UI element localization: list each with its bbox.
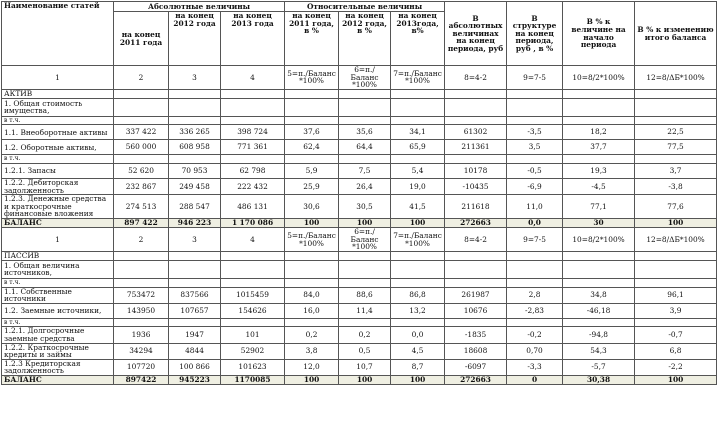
value-cell: 18,2: [563, 125, 635, 140]
column-number-cell: 12=8/ΔБ*100%: [635, 66, 717, 90]
value-cell: 19,0: [391, 178, 445, 194]
value-cell: 288 547: [169, 195, 221, 219]
value-cell: [339, 98, 391, 116]
value-cell: 34294: [114, 343, 169, 359]
value-cell: [563, 116, 635, 125]
empty-cell: [114, 89, 169, 98]
balance-total-row: [2, 375, 717, 384]
value-cell: 64,4: [339, 140, 391, 155]
row-label: в т.ч.: [2, 116, 114, 125]
table-row: [2, 98, 717, 116]
value-cell: [221, 318, 285, 327]
value-cell: 837566: [169, 287, 221, 303]
value-cell: [635, 278, 717, 287]
value-cell: 560 000: [114, 140, 169, 155]
value-cell: [169, 278, 221, 287]
value-cell: 16,0: [285, 303, 339, 318]
value-cell: 84,0: [285, 287, 339, 303]
table-row: [2, 163, 717, 178]
value-cell: 30,5: [339, 195, 391, 219]
row-label: 1.2.1. Долгосрочные заемные средства: [2, 327, 114, 343]
column-number-cell: 3: [169, 66, 221, 90]
value-cell: 336 265: [169, 125, 221, 140]
value-cell: 11,0: [507, 195, 563, 219]
empty-cell: [507, 89, 563, 98]
value-cell: 1170085: [221, 375, 285, 384]
value-cell: [563, 318, 635, 327]
value-cell: -94,8: [563, 327, 635, 343]
value-cell: 1936: [114, 327, 169, 343]
value-cell: [169, 155, 221, 164]
empty-cell: [285, 89, 339, 98]
value-cell: 945223: [169, 375, 221, 384]
value-cell: [169, 318, 221, 327]
value-cell: 100: [635, 219, 717, 228]
value-cell: [391, 260, 445, 278]
value-cell: 272663: [445, 375, 507, 384]
value-cell: 12,0: [285, 359, 339, 375]
value-cell: -0,7: [635, 327, 717, 343]
value-cell: [114, 318, 169, 327]
value-cell: 100: [391, 375, 445, 384]
value-cell: 261987: [445, 287, 507, 303]
value-cell: 25,9: [285, 178, 339, 194]
value-cell: [285, 116, 339, 125]
value-cell: [114, 116, 169, 125]
rel-2012-header: на конец 2012 года, в %: [339, 12, 391, 66]
value-cell: 486 131: [221, 195, 285, 219]
value-cell: [285, 155, 339, 164]
value-cell: [339, 318, 391, 327]
value-cell: 100: [339, 219, 391, 228]
value-cell: [285, 318, 339, 327]
value-cell: [285, 278, 339, 287]
value-cell: 52 620: [114, 163, 169, 178]
value-cell: [391, 116, 445, 125]
value-cell: 211361: [445, 140, 507, 155]
value-cell: 77,5: [635, 140, 717, 155]
value-cell: [563, 260, 635, 278]
value-cell: [114, 155, 169, 164]
column-number-cell: 12=8/ΔБ*100%: [635, 228, 717, 252]
change-pct-start-header: В % к величине на начало периода: [563, 2, 635, 66]
value-cell: 19,3: [563, 163, 635, 178]
empty-cell: [114, 251, 169, 260]
value-cell: 8,7: [391, 359, 445, 375]
value-cell: -6097: [445, 359, 507, 375]
value-cell: 897422: [114, 375, 169, 384]
value-cell: 37,6: [285, 125, 339, 140]
value-cell: 70 953: [169, 163, 221, 178]
value-cell: 62 798: [221, 163, 285, 178]
value-cell: [339, 116, 391, 125]
value-cell: 96,1: [635, 287, 717, 303]
table-row: [2, 318, 717, 327]
table-row: [2, 278, 717, 287]
value-cell: 3,7: [635, 163, 717, 178]
row-label: 1.1. Внеоборотные активы: [2, 125, 114, 140]
value-cell: [507, 98, 563, 116]
column-number-cell: 6=п./Баланс *100%: [339, 66, 391, 90]
value-cell: -2,2: [635, 359, 717, 375]
value-cell: -4,5: [563, 178, 635, 194]
row-label: БАЛАНС: [2, 219, 114, 228]
value-cell: [445, 98, 507, 116]
value-cell: [391, 155, 445, 164]
value-cell: 34,1: [391, 125, 445, 140]
row-label: в т.ч.: [2, 155, 114, 164]
empty-cell: [563, 251, 635, 260]
table-row: [2, 303, 717, 318]
abs-2013-header: на конец 2013 года: [221, 12, 285, 66]
value-cell: -46,18: [563, 303, 635, 318]
value-cell: 107657: [169, 303, 221, 318]
value-cell: [507, 260, 563, 278]
empty-cell: [169, 89, 221, 98]
value-cell: [635, 260, 717, 278]
value-cell: [285, 98, 339, 116]
value-cell: 0: [507, 375, 563, 384]
value-cell: 41,5: [391, 195, 445, 219]
value-cell: 4,5: [391, 343, 445, 359]
value-cell: [445, 278, 507, 287]
column-number-cell: 5=п./Баланс *100%: [285, 66, 339, 90]
empty-cell: [391, 89, 445, 98]
value-cell: [391, 278, 445, 287]
value-cell: 101: [221, 327, 285, 343]
value-cell: 26,4: [339, 178, 391, 194]
value-cell: 4844: [169, 343, 221, 359]
passiv-title: ПАССИВ: [2, 251, 114, 260]
value-cell: [114, 260, 169, 278]
table-row: [2, 178, 717, 194]
value-cell: 154626: [221, 303, 285, 318]
value-cell: 0,2: [339, 327, 391, 343]
rel-group-header: Относительные величины: [285, 2, 445, 12]
value-cell: 30: [563, 219, 635, 228]
value-cell: 337 422: [114, 125, 169, 140]
value-cell: 608 958: [169, 140, 221, 155]
row-label: 1.2.1. Запасы: [2, 163, 114, 178]
empty-cell: [445, 251, 507, 260]
value-cell: 35,6: [339, 125, 391, 140]
value-cell: 0,0: [391, 327, 445, 343]
value-cell: 37,7: [563, 140, 635, 155]
table-row: [2, 327, 717, 343]
value-cell: 3,9: [635, 303, 717, 318]
value-cell: 0,2: [285, 327, 339, 343]
value-cell: 30,6: [285, 195, 339, 219]
value-cell: 249 458: [169, 178, 221, 194]
row-label: 1.1. Собственные источники: [2, 287, 114, 303]
value-cell: 3,5: [507, 140, 563, 155]
abs-2011-header: на конец 2011 года: [114, 12, 169, 66]
value-cell: 18608: [445, 343, 507, 359]
value-cell: 107720: [114, 359, 169, 375]
empty-cell: [339, 251, 391, 260]
value-cell: 5,9: [285, 163, 339, 178]
empty-cell: [221, 89, 285, 98]
value-cell: [635, 155, 717, 164]
aktiv-title: АКТИВ: [2, 89, 114, 98]
col-name-header: Наименование статей: [2, 2, 114, 66]
value-cell: 1 170 086: [221, 219, 285, 228]
value-cell: 100: [391, 219, 445, 228]
value-cell: [221, 155, 285, 164]
value-cell: [635, 98, 717, 116]
column-number-cell: 6=п./Баланс *100%: [339, 228, 391, 252]
column-number-row: [2, 66, 717, 90]
aktiv-title-row: [2, 89, 717, 98]
empty-cell: [563, 89, 635, 98]
value-cell: 232 867: [114, 178, 169, 194]
empty-cell: [635, 89, 717, 98]
empty-cell: [445, 89, 507, 98]
value-cell: 30,38: [563, 375, 635, 384]
value-cell: -6,9: [507, 178, 563, 194]
value-cell: -2,83: [507, 303, 563, 318]
value-cell: 86,8: [391, 287, 445, 303]
value-cell: [339, 278, 391, 287]
value-cell: 54,3: [563, 343, 635, 359]
value-cell: -10435: [445, 178, 507, 194]
value-cell: 100: [285, 375, 339, 384]
column-number-cell: 2: [114, 66, 169, 90]
value-cell: 77,6: [635, 195, 717, 219]
change-struct-header: В структуре на конец периода, руб , в %: [507, 2, 563, 66]
value-cell: 222 432: [221, 178, 285, 194]
value-cell: 272663: [445, 219, 507, 228]
table-row: [2, 260, 717, 278]
column-number-cell: 4: [221, 66, 285, 90]
value-cell: [563, 98, 635, 116]
table-row: [2, 343, 717, 359]
empty-cell: [221, 251, 285, 260]
value-cell: 11,4: [339, 303, 391, 318]
table-row: [2, 287, 717, 303]
value-cell: 6,8: [635, 343, 717, 359]
value-cell: [221, 116, 285, 125]
value-cell: [391, 98, 445, 116]
empty-cell: [285, 251, 339, 260]
table-row: [2, 195, 717, 219]
value-cell: [507, 278, 563, 287]
column-number-cell: 7=п./Баланс *100%: [391, 228, 445, 252]
value-cell: 771 361: [221, 140, 285, 155]
empty-cell: [339, 89, 391, 98]
row-label: 1.2.2. Дебиторская задолженность: [2, 178, 114, 194]
value-cell: 5,4: [391, 163, 445, 178]
value-cell: 753472: [114, 287, 169, 303]
value-cell: [507, 155, 563, 164]
value-cell: -3,5: [507, 125, 563, 140]
column-number-cell: 8=4-2: [445, 228, 507, 252]
value-cell: 211618: [445, 195, 507, 219]
value-cell: 13,2: [391, 303, 445, 318]
value-cell: [169, 260, 221, 278]
row-label: 1.2.3. Денежные средства и краткосрочные финансовые вложения: [2, 195, 114, 219]
value-cell: 100: [285, 219, 339, 228]
value-cell: [114, 98, 169, 116]
column-number-cell: 9=7-5: [507, 66, 563, 90]
column-number-cell: 9=7-5: [507, 228, 563, 252]
column-number-row: [2, 228, 717, 252]
passiv-title-row: [2, 251, 717, 260]
row-label: БАЛАНС: [2, 375, 114, 384]
value-cell: 77,1: [563, 195, 635, 219]
value-cell: 1015459: [221, 287, 285, 303]
table-row: [2, 359, 717, 375]
row-label: 1.2. Заемные источники,: [2, 303, 114, 318]
balance-total-row: [2, 219, 717, 228]
value-cell: 897 422: [114, 219, 169, 228]
abs-group-header: Абсолютные величины: [114, 2, 285, 12]
value-cell: [507, 318, 563, 327]
value-cell: 100: [339, 375, 391, 384]
value-cell: [635, 116, 717, 125]
value-cell: 0,5: [339, 343, 391, 359]
value-cell: 101623: [221, 359, 285, 375]
value-cell: [339, 155, 391, 164]
empty-cell: [169, 251, 221, 260]
value-cell: 52902: [221, 343, 285, 359]
value-cell: [445, 260, 507, 278]
value-cell: 100 866: [169, 359, 221, 375]
row-label: в т.ч.: [2, 278, 114, 287]
value-cell: 7,5: [339, 163, 391, 178]
value-cell: 65,9: [391, 140, 445, 155]
balance-table: [1, 1, 717, 385]
value-cell: [221, 98, 285, 116]
column-number-cell: 3: [169, 228, 221, 252]
column-number-cell: 1: [2, 66, 114, 90]
value-cell: 10178: [445, 163, 507, 178]
column-number-cell: 8=4-2: [445, 66, 507, 90]
column-number-cell: 10=8/2*100%: [563, 228, 635, 252]
value-cell: 10,7: [339, 359, 391, 375]
value-cell: 61302: [445, 125, 507, 140]
value-cell: [169, 116, 221, 125]
value-cell: [391, 318, 445, 327]
value-cell: 10676: [445, 303, 507, 318]
value-cell: -0,5: [507, 163, 563, 178]
empty-cell: [391, 251, 445, 260]
value-cell: -1835: [445, 327, 507, 343]
column-number-cell: 1: [2, 228, 114, 252]
value-cell: [635, 318, 717, 327]
value-cell: 88,6: [339, 287, 391, 303]
row-label: в т.ч.: [2, 318, 114, 327]
value-cell: 143950: [114, 303, 169, 318]
change-abs-header: В абсолютных величинах на конец периода, руб: [445, 2, 507, 66]
value-cell: [445, 116, 507, 125]
value-cell: [169, 98, 221, 116]
row-label: 1.2.3 Кредиторская задолженность: [2, 359, 114, 375]
table-row: [2, 116, 717, 125]
column-number-cell: 10=8/2*100%: [563, 66, 635, 90]
value-cell: 34,8: [563, 287, 635, 303]
abs-2012-header: на конец 2012 года: [169, 12, 221, 66]
value-cell: 274 513: [114, 195, 169, 219]
value-cell: 22,5: [635, 125, 717, 140]
value-cell: 0,0: [507, 219, 563, 228]
value-cell: -3,8: [635, 178, 717, 194]
value-cell: [221, 260, 285, 278]
change-pct-total-header: В % к изменению итого баланса: [635, 2, 717, 66]
value-cell: [114, 278, 169, 287]
value-cell: -3,3: [507, 359, 563, 375]
value-cell: [563, 278, 635, 287]
value-cell: 100: [635, 375, 717, 384]
value-cell: 0,70: [507, 343, 563, 359]
value-cell: [507, 116, 563, 125]
value-cell: 946 223: [169, 219, 221, 228]
value-cell: [339, 260, 391, 278]
value-cell: 1947: [169, 327, 221, 343]
column-number-cell: 7=п./Баланс *100%: [391, 66, 445, 90]
rel-2013-header: на конец 2013года, в%: [391, 12, 445, 66]
empty-cell: [507, 251, 563, 260]
row-label: 1.2. Оборотные активы,: [2, 140, 114, 155]
table-row: [2, 155, 717, 164]
value-cell: 62,4: [285, 140, 339, 155]
value-cell: [285, 260, 339, 278]
value-cell: [445, 155, 507, 164]
rel-2011-header: на конец 2011 года, в %: [285, 12, 339, 66]
row-label: 1. Общая величина источников,: [2, 260, 114, 278]
value-cell: 3,8: [285, 343, 339, 359]
value-cell: [221, 278, 285, 287]
value-cell: -5,7: [563, 359, 635, 375]
value-cell: 2,8: [507, 287, 563, 303]
row-label: 1.2.2. Краткосрочные кредиты и займы: [2, 343, 114, 359]
empty-cell: [635, 251, 717, 260]
value-cell: 398 724: [221, 125, 285, 140]
row-label: 1. Общая стоимость имущества,: [2, 98, 114, 116]
value-cell: -0,2: [507, 327, 563, 343]
column-number-cell: 4: [221, 228, 285, 252]
column-number-cell: 2: [114, 228, 169, 252]
column-number-cell: 5=п./Баланс *100%: [285, 228, 339, 252]
table-row: [2, 140, 717, 155]
value-cell: [563, 155, 635, 164]
value-cell: [445, 318, 507, 327]
table-row: [2, 125, 717, 140]
